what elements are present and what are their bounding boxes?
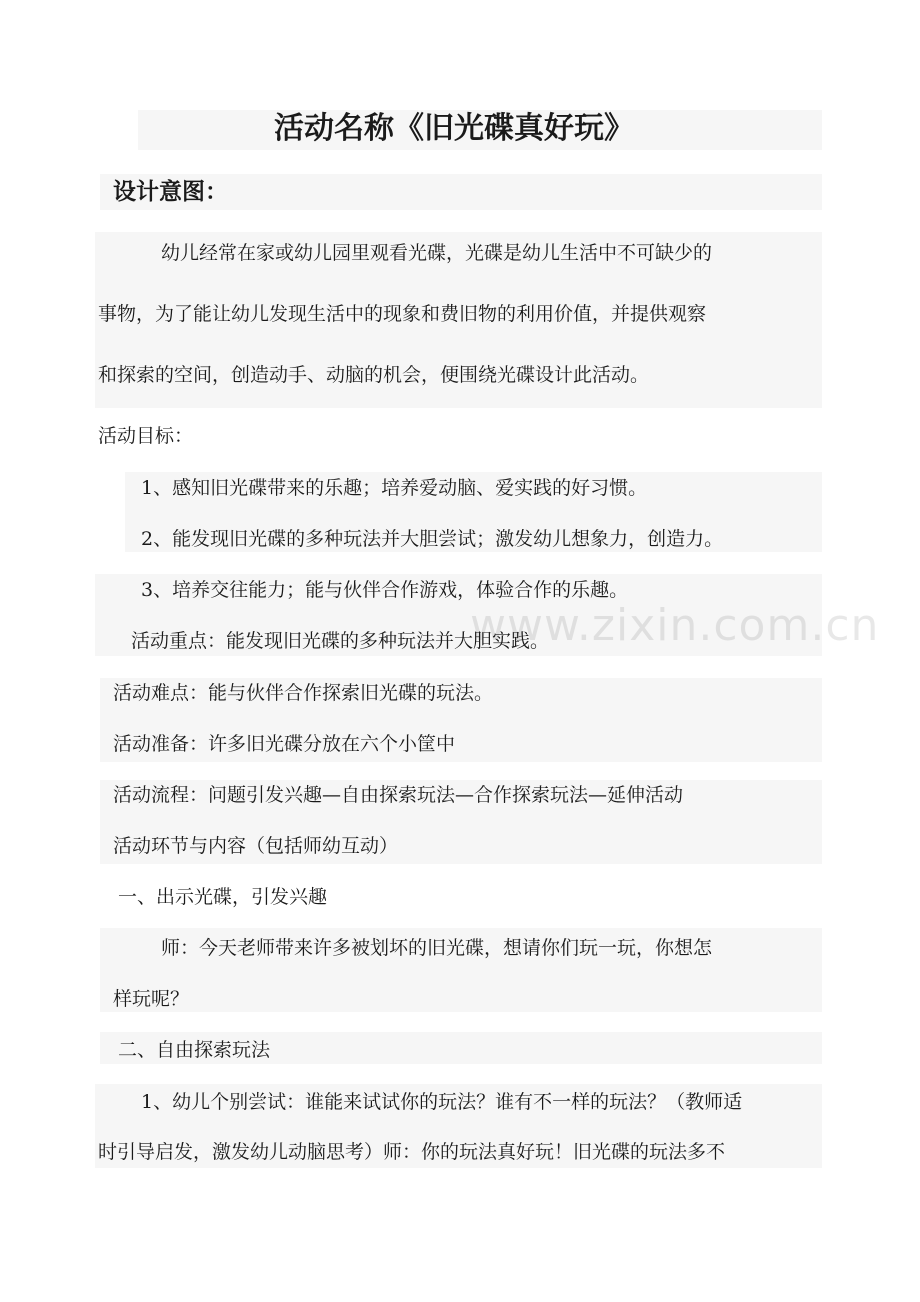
part1-heading: 一、出示光碟，引发兴趣 bbox=[118, 886, 328, 908]
key-point: 活动重点：能发现旧光碟的多种玩法并大胆实践。 bbox=[131, 630, 550, 652]
goals-label: 活动目标： bbox=[98, 425, 194, 447]
intro-line: 事物，为了能让幼儿发现生活中的现象和费旧物的利用价值，并提供观察 bbox=[98, 303, 707, 325]
section-heading: 活动环节与内容（包括师幼互动） bbox=[113, 835, 399, 857]
goal-item: 2、能发现旧光碟的多种玩法并大胆尝试；激发幼儿想象力，创造力。 bbox=[141, 528, 724, 550]
process: 活动流程：问题引发兴趣—自由探索玩法—合作探索玩法—延伸活动 bbox=[113, 784, 684, 806]
part1-line: 师：今天老师带来许多被划坏的旧光碟，想请你们玩一玩，你想怎 bbox=[161, 937, 713, 959]
intro-line: 幼儿经常在家或幼儿园里观看光碟，光碟是幼儿生活中不可缺少的 bbox=[161, 242, 713, 264]
design-heading: 设计意图： bbox=[113, 179, 228, 205]
watermark: www.zixin.com.cn bbox=[470, 600, 880, 651]
part2-line: 时引导启发，激发幼儿动脑思考）师：你的玩法真好玩！旧光碟的玩法多不 bbox=[98, 1141, 726, 1163]
part1-line: 样玩呢？ bbox=[113, 988, 190, 1010]
preparation: 活动准备：许多旧光碟分放在六个小筐中 bbox=[113, 733, 456, 755]
part2-heading: 二、自由探索玩法 bbox=[118, 1039, 271, 1061]
difficulty: 活动难点：能与伙伴合作探索旧光碟的玩法。 bbox=[113, 682, 494, 704]
goal-item: 1、感知旧光碟带来的乐趣；培养爱动脑、爱实践的好习惯。 bbox=[141, 477, 648, 499]
page-title: 活动名称《旧光碟真好玩》 bbox=[274, 111, 634, 146]
part2-line: 1、幼儿个别尝试：谁能来试试你的玩法？谁有不一样的玩法？（教师适 bbox=[141, 1091, 743, 1113]
goal-item: 3、培养交往能力；能与伙伴合作游戏，体验合作的乐趣。 bbox=[141, 579, 629, 601]
intro-line: 和探索的空间，创造动手、动脑的机会，便围绕光碟设计此活动。 bbox=[98, 364, 650, 386]
